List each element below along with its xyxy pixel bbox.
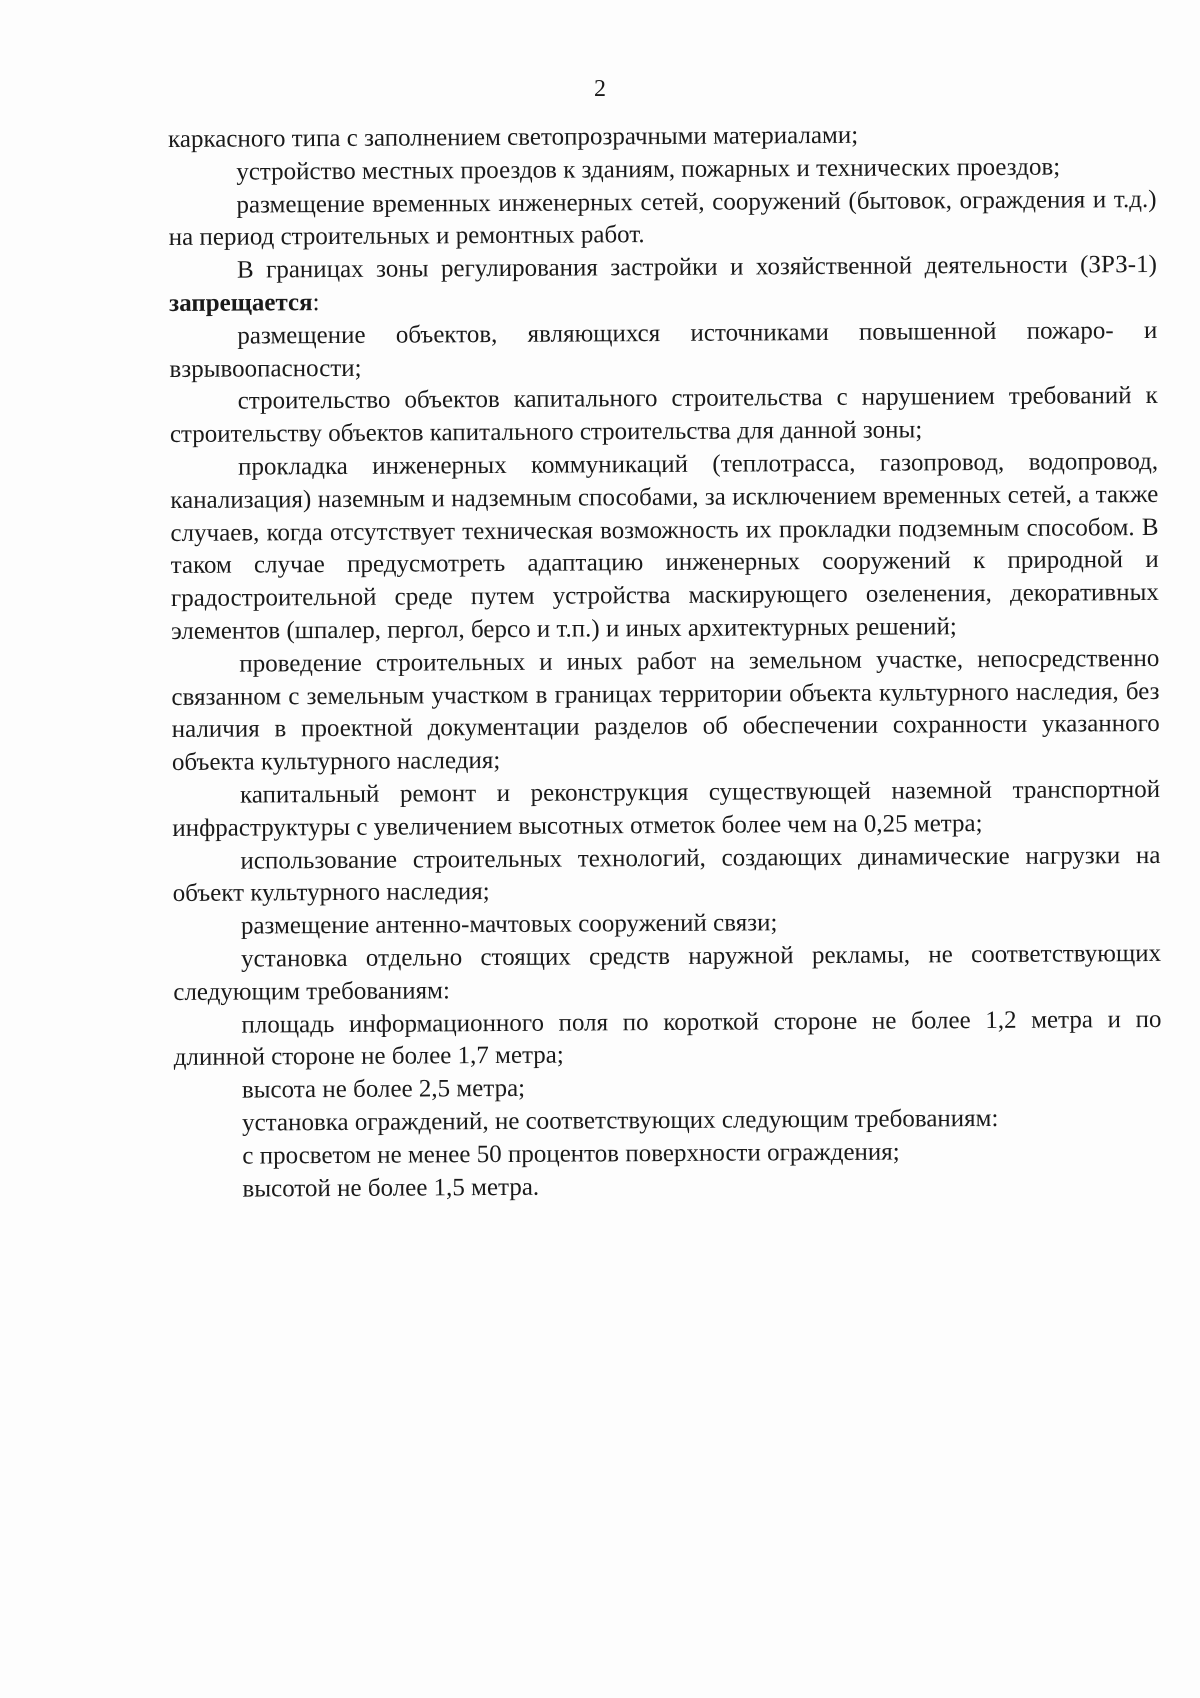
- paragraph-temporary-networks: размещение временных инженерных сетей, сооружений (бытовок, ограждения и т.д.) на период строительных и ремонтных работ.: [168, 185, 1157, 252]
- paragraph-fence-installation: установка ограждений, не соответствующих следующим требованиям:: [242, 1104, 999, 1137]
- prohibitions-intro-colon: :: [312, 289, 320, 317]
- prohibitions-intro-text: В границах зоны регулирования застройки и хозяйственной деятельности (ЗРЗ-1): [236, 251, 1157, 284]
- paragraph-ad-height: высота не более 2,5 метра;: [241, 1074, 526, 1104]
- page-number: 2: [594, 76, 606, 102]
- paragraph-fire-hazard-objects: размещение объектов, являющихся источниками повышенной пожаро- и взрывоопасности;: [169, 316, 1158, 383]
- paragraph-transport-infrastructure: капитальный ремонт и реконструкция существующей наземной транспортной инфраструктуры с увеличением высотных отметок более чем на 0,25 метра;: [172, 775, 1161, 842]
- paragraph-local-driveways: устройство местных проездов к зданиям, пожарных и технических проездов;: [236, 153, 1061, 186]
- document-body: [168, 118, 1163, 1206]
- paragraph-fence-height: высотой не более 1,5 метра.: [242, 1173, 540, 1203]
- paragraph-dynamic-loads: использование строительных технологий, создающих динамические нагрузки на объект культурного наследия;: [172, 841, 1161, 908]
- paragraph-antenna-structures: размещение антенно-мачтовых сооружений связи;: [240, 909, 778, 940]
- paragraph-fence-clearance: с просветом не менее 50 процентов поверхности ограждения;: [242, 1138, 900, 1170]
- paragraph-frame-type: каркасного типа с заполнением светопрозрачными материалами;: [168, 121, 859, 153]
- prohibited-keyword: запрещается: [169, 289, 313, 317]
- paragraph-zone-prohibitions-intro: [169, 249, 1157, 321]
- paragraph-capital-construction: строительство объектов капитального строительства с нарушением требований к строительству объектов капитального строительства для данной зоны;: [169, 382, 1158, 449]
- paragraph-engineering-communications: прокладка инженерных коммуникаций (теплотрасса, газопровод, водопровод, канализация) наземным и надземным способами, за исключением временных сетей, а также случаев, когда отсутствует техническая возможность их прокладки подземным способом. В таком случае предусмотреть адаптацию инженерных сооружений к природной и градостроительной среде путем устройства маскирующего озеленения, декоративных элементов (шпалер, пергол, берсо и т.п.) и иных архитектурных решений;: [170, 447, 1159, 645]
- paragraph-construction-works: проведение строительных и иных работ на земельном участке, непосредственно связанном с земельным участком в границах территории объекта культурного наследия, без наличия в проектной документации разделов об обеспечении сохранности указанного объекта культурного наследия;: [171, 644, 1160, 777]
- paragraph-outdoor-advertising: установка отдельно стоящих средств наружной рекламы, не соответствующих следующим требованиям:: [173, 939, 1162, 1006]
- paragraph-info-field-area: площадь информационного поля по короткой стороне не более 1,2 метра и по длинной стороне не более 1,7 метра;: [173, 1005, 1162, 1072]
